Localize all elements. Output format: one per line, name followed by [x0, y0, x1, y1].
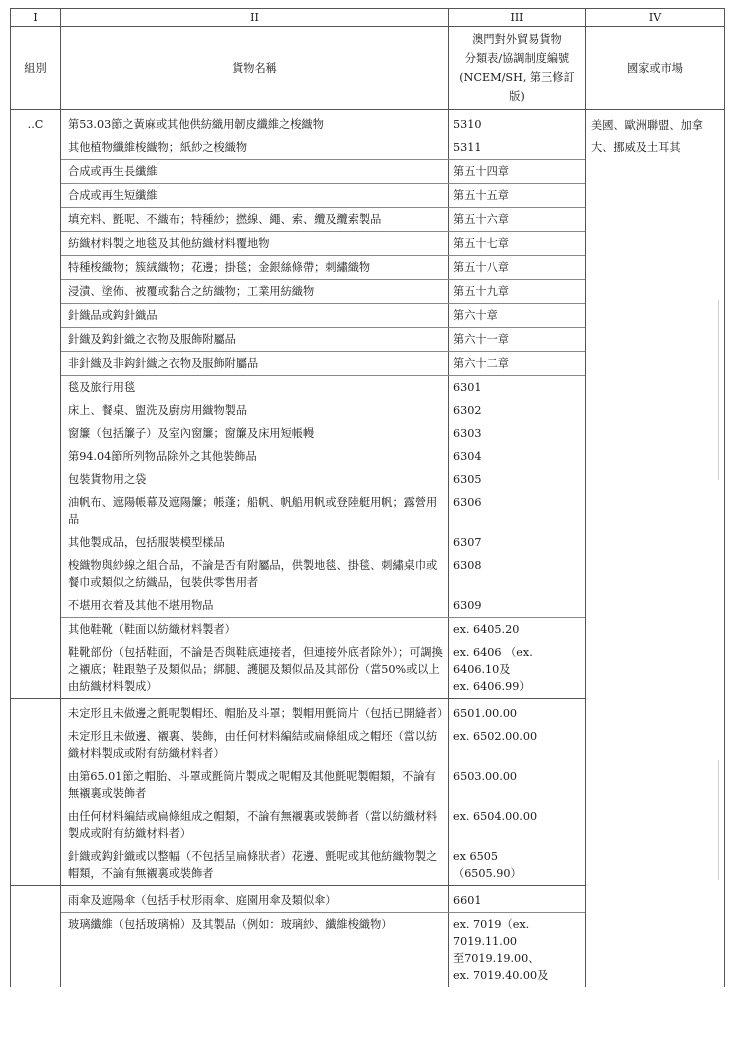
goods-name-cell: 不堪用衣着及其他不堪用物品 [61, 594, 449, 618]
col-roman-2: II [61, 9, 449, 27]
code-line: 6601 [453, 894, 482, 907]
code-line: 第五十五章 [453, 189, 509, 202]
code-cell [449, 376, 586, 400]
code-line: 6308 [453, 559, 482, 572]
code-line: 5311 [453, 141, 482, 154]
code-line: 第六十一章 [453, 333, 509, 346]
goods-name-cell: 梭織物與紗線之組合品，不論是否有附屬品，供製地毯、掛毯、刺繡桌巾或餐巾或類似之紡織品，包裝供零售用者 [61, 554, 449, 594]
code-cell [449, 328, 586, 352]
code-line: 第六十二章 [453, 357, 509, 370]
code-cell [449, 913, 586, 988]
code-line: 5310 [453, 118, 482, 131]
goods-name-cell: 填充料、氈呢、不織布；特種紗；撚線、繩、索、纜及纜索製品 [61, 208, 449, 232]
code-cell [449, 445, 586, 468]
goods-name-cell: 油帆布、遮陽帳幕及遮陽簾；帳蓬；船帆、帆船用帆或登陸艇用帆；露營用品 [61, 491, 449, 531]
code-cell [449, 160, 586, 184]
goods-name-cell: 非針織及非鈎針織之衣物及服飾附屬品 [61, 352, 449, 376]
code-line: 6309 [453, 599, 482, 612]
goods-name-cell: 未定形且未做邊之氈呢製帽坯、帽胎及斗罩；製帽用氈筒片（包括已開縫者） [61, 699, 449, 726]
goods-name-cell: 鞋靴部份（包括鞋面，不論是否與鞋底連接者，但連接外底者除外）；可調換之襯底；鞋跟墊子及類似品；綁腿、護腿及類似品及其部份（當50%或以上由紡織材料製成） [61, 641, 449, 699]
goods-name-cell: 紡織材料製之地毯及其他紡織材料覆地物 [61, 232, 449, 256]
code-line: 第五十七章 [453, 237, 509, 250]
code-cell [449, 304, 586, 328]
code-cell [449, 845, 586, 886]
header-goods: 貨物名稱 [61, 27, 449, 110]
header-code-line: (NCEM/SH, 第三修訂版) [459, 71, 575, 103]
table-row [11, 110, 725, 137]
header-code-line: 澳門對外貿易貨物 [472, 33, 562, 46]
goods-name-cell: 針織及鈎針織之衣物及服飾附屬品 [61, 328, 449, 352]
code-line: ex. 6504.00.00 [453, 810, 538, 823]
goods-name-cell: 第53.03節之黃麻或其他供紡織用韌皮纖維之梭織物 [61, 110, 449, 137]
code-line: 6501.00.00 [453, 707, 518, 720]
code-cell [449, 468, 586, 491]
code-cell [449, 725, 586, 765]
code-cell [449, 765, 586, 805]
code-line: 第五十八章 [453, 261, 509, 274]
scan-mark [718, 300, 719, 480]
code-line: 6305 [453, 473, 482, 486]
code-cell [449, 531, 586, 554]
goods-name-cell: 玻璃纖維（包括玻璃棉）及其製品（例如：玻璃紗、纖維梭織物） [61, 913, 449, 988]
scan-mark [718, 760, 719, 880]
goods-name-cell: 雨傘及遮陽傘（包括手杖形雨傘、庭園用傘及類似傘） [61, 886, 449, 913]
group-cell [11, 699, 61, 886]
goods-name-cell: 其他製成品，包括服裝模型樣品 [61, 531, 449, 554]
goods-name-cell: 床上、餐桌、盥洗及廚房用織物製品 [61, 399, 449, 422]
goods-name-cell: 針織或鈎針織或以整幅（不包括呈扁條狀者）花邊、氈呢或其他紡織物製之帽類，不論有無襯裏或裝飾者 [61, 845, 449, 886]
code-line: 6306 [453, 496, 482, 509]
col-roman-4: IV [586, 9, 725, 27]
code-cell [449, 422, 586, 445]
goods-name-cell: 其他鞋靴（鞋面以紡織材料製者） [61, 618, 449, 642]
col-roman-3: III [449, 9, 586, 27]
code-line: 第六十章 [453, 309, 498, 322]
code-cell [449, 805, 586, 845]
code-cell [449, 232, 586, 256]
goods-name-cell: 包裝貨物用之袋 [61, 468, 449, 491]
code-line: 至7019.19.00、 [453, 952, 540, 965]
code-line: ex. 6406 （ex. 6406.10及 [453, 646, 533, 676]
header-market: 國家或市場 [586, 27, 725, 110]
goods-name-cell: 浸漬、塗佈、被覆或黏合之紡織物；工業用紡織物 [61, 280, 449, 304]
code-line: ex. 7019（ex. 7019.11.00 [453, 918, 530, 948]
code-cell [449, 554, 586, 594]
goods-name-cell: 未定形且未做邊、襯裏、裝飾，由任何材料編結或扁條組成之帽坯（當以紡織材料製成或附有紡織材料者） [61, 725, 449, 765]
code-cell [449, 886, 586, 913]
header-group: 組別 [11, 27, 61, 110]
code-cell [449, 136, 586, 160]
goods-name-cell: 第94.04節所列物品除外之其他裝飾品 [61, 445, 449, 468]
code-line: 6304 [453, 450, 482, 463]
market-cell: 美國、歐洲聯盟、加拿大、挪威及土耳其 [586, 110, 725, 988]
goods-name-cell: 合成或再生長纖維 [61, 160, 449, 184]
column-header-row [11, 27, 725, 110]
code-line: ex. 6502.00.00 [453, 730, 538, 743]
code-cell [449, 641, 586, 699]
code-line: ex 6505 [453, 850, 498, 863]
code-cell [449, 699, 586, 726]
code-line: 第五十四章 [453, 165, 509, 178]
code-cell [449, 618, 586, 642]
code-cell [449, 280, 586, 304]
col-roman-1: I [11, 9, 61, 27]
goods-name-cell: 其他植物纖維梭織物；紙紗之梭織物 [61, 136, 449, 160]
goods-name-cell: 毯及旅行用毯 [61, 376, 449, 400]
code-line: 6301 [453, 381, 482, 394]
code-line: 6503.00.00 [453, 770, 518, 783]
code-line: 6307 [453, 536, 482, 549]
roman-header-row [11, 9, 725, 27]
code-cell [449, 110, 586, 137]
code-cell [449, 399, 586, 422]
code-cell [449, 352, 586, 376]
goods-name-cell: 特種梭織物；簇絨織物；花邊；掛毯；金銀絲條帶；刺繡織物 [61, 256, 449, 280]
goods-name-cell: 由任何材料編結或扁條組成之帽類，不論有無襯裏或裝飾者（當以紡織材料製成或附有紡織材料者） [61, 805, 449, 845]
code-line: 第五十六章 [453, 213, 509, 226]
goods-name-cell: 合成或再生短纖維 [61, 184, 449, 208]
code-line: 第五十九章 [453, 285, 509, 298]
code-line: （6505.90） [453, 867, 522, 880]
code-line: 6303 [453, 427, 482, 440]
code-cell [449, 184, 586, 208]
table-body [11, 110, 725, 988]
group-cell [11, 886, 61, 988]
goods-name-cell: 針織品或鈎針織品 [61, 304, 449, 328]
code-cell [449, 208, 586, 232]
header-code [449, 27, 586, 110]
goods-table [10, 8, 725, 987]
code-line: ex. 6406.99） [453, 680, 531, 693]
goods-name-cell: 由第65.01節之帽胎、斗罩或氈筒片製成之呢帽及其他氈呢製帽類，不論有無襯裏或裝飾者 [61, 765, 449, 805]
goods-name-cell: 窗簾（包括簾子）及室內窗簾；窗簾及床用短帳幔 [61, 422, 449, 445]
document-page [10, 8, 724, 987]
code-line: ex. 6405.20 [453, 623, 520, 636]
code-line: ex. 7019.40.00及 [453, 969, 549, 982]
code-line: 6302 [453, 404, 482, 417]
code-cell [449, 256, 586, 280]
code-cell [449, 491, 586, 531]
header-code-line: 分類表/協調制度編號 [464, 52, 570, 65]
group-cell: ..C [11, 110, 61, 699]
code-cell [449, 594, 586, 618]
